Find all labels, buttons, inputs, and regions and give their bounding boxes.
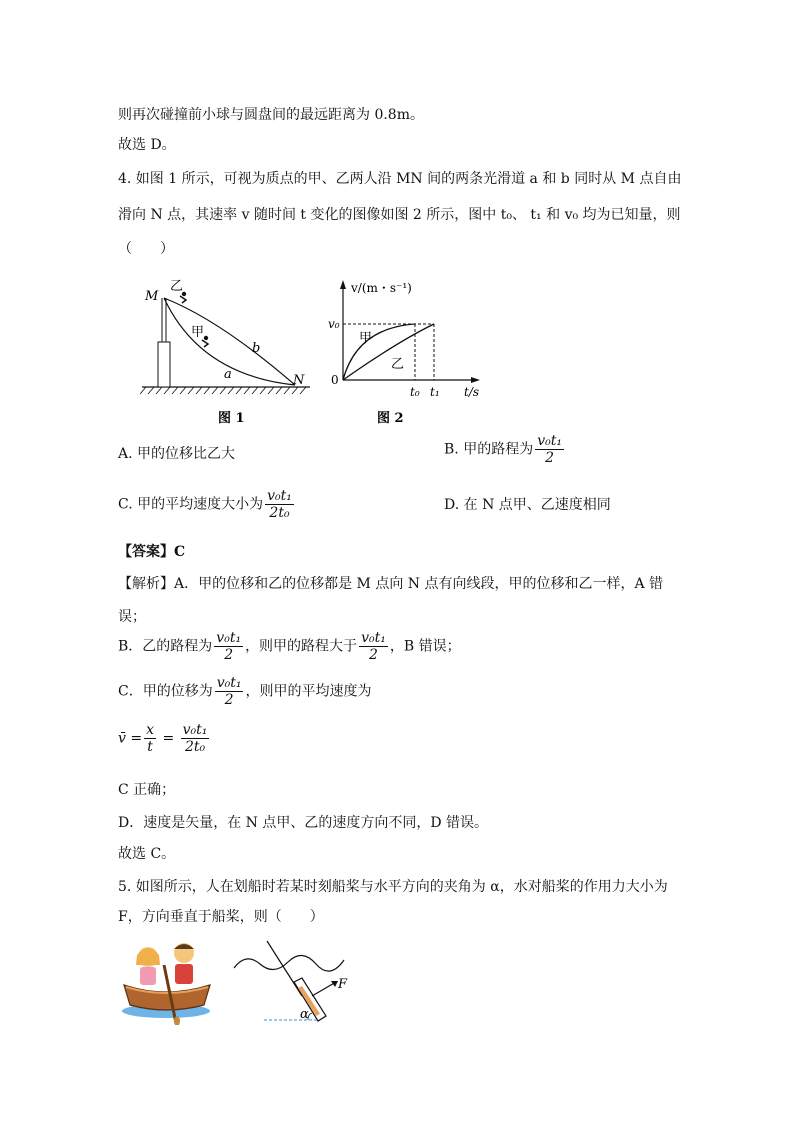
option-c [118, 488, 296, 521]
force-arrow [312, 982, 336, 996]
fraction-numerator: v₀t₁ [361, 630, 386, 646]
analysis-b-text: ，B 错误； [389, 638, 461, 655]
tick-t1: t₁ [430, 385, 440, 399]
q5-stem-line1: 5. 如图所示，人在划船时若某时刻船桨与水平方向的夹角为 α，水对船桨的作用力大小为 [118, 879, 668, 895]
fraction-denominator: 2t₀ [184, 739, 206, 755]
label-b: b [252, 341, 261, 356]
analysis-b-text: B．乙的路程为 [118, 638, 213, 655]
fraction [265, 488, 294, 521]
fraction [181, 722, 210, 755]
analysis-c-text: C．甲的位移为 [118, 683, 213, 700]
label-v0: v₀ [328, 317, 340, 331]
fraction-numerator: v₀t₁ [182, 722, 208, 738]
analysis-c [118, 675, 371, 708]
figure-1 [140, 270, 320, 430]
option-b-text: B. 甲的路程为 [444, 441, 534, 458]
fraction-denominator: 2 [368, 647, 378, 663]
label-jia-fig2: 甲 [359, 331, 373, 346]
fraction [214, 630, 243, 663]
fraction-denominator: 2 [545, 450, 555, 466]
fraction-numerator: v₀t₁ [537, 433, 562, 449]
oar-force-diagram [232, 938, 362, 1026]
analysis-line2: 误； [118, 609, 146, 625]
formula-lhs: v̄ = [118, 730, 143, 747]
fraction [535, 433, 564, 466]
water-surface [234, 955, 344, 971]
figure-2 [325, 272, 495, 432]
fraction-denominator: 2t₀ [269, 505, 290, 521]
figure-2-caption: 图 2 [377, 411, 404, 426]
fraction-numerator: v₀t₁ [267, 488, 292, 504]
label-yi-fig1: 乙 [170, 279, 184, 294]
label-jia-fig1: 甲 [191, 325, 205, 340]
option-c-text: C. 甲的平均速度大小为 [118, 496, 264, 513]
q4-stem-line3: （ ） [118, 241, 174, 257]
label-M: M [145, 289, 159, 304]
curve-jia [343, 324, 415, 380]
q4-stem-line1: 4. 如图 1 所示，可视为质点的甲、乙两人沿 MN 间的两条光滑道 a 和 b 同时从 M 点自由 [118, 171, 682, 187]
q5-stem-line2: F，方向垂直于船桨，则（ ） [118, 909, 324, 925]
option-a: A. 甲的位移比乙大 [118, 446, 236, 462]
fraction-denominator: 2 [224, 647, 234, 663]
label-F: F [338, 977, 348, 992]
oar-shaft [267, 941, 302, 996]
fraction-numerator: v₀t₁ [216, 630, 242, 646]
label-origin: 0 [331, 373, 339, 387]
fraction-denominator: t [147, 739, 153, 755]
fraction [359, 630, 388, 663]
label-alpha: α [300, 1007, 309, 1022]
final-choice: 故选 C。 [118, 846, 176, 862]
fraction-numerator: v₀t₁ [216, 675, 242, 691]
label-a: a [224, 367, 232, 382]
analysis-line1: 【解析】A．甲的位移和乙的位移都是 M 点向 N 点有向线段，甲的位移和乙一样，A 错 [118, 576, 664, 592]
label-yi-fig2: 乙 [391, 357, 405, 372]
analysis-c-correct: C 正确； [118, 782, 176, 798]
analysis-b-text: ，则甲的路程大于 [245, 638, 358, 655]
prev-conclusion: 则再次碰撞前小球与圆盘间的最远距离为 0.8m。 [118, 107, 424, 123]
fraction [215, 675, 244, 708]
analysis-d: D．速度是矢量，在 N 点甲、乙的速度方向不同，D 错误。 [118, 815, 489, 831]
figure-1-caption: 图 1 [218, 411, 245, 426]
average-velocity-formula: v̄ = $\frac{x}{t}$ = $\frac{\text{v₀t₁}}{\text{2t₀}}$ [118, 722, 208, 755]
axis-x-label: t/s [464, 385, 480, 399]
analysis-b [118, 630, 461, 663]
tick-t0: t₀ [410, 385, 420, 399]
fraction-numerator: x [146, 722, 154, 738]
q4-stem-line2: 滑向 N 点，其速率 v 随时间 t 变化的图像如图 2 所示，图中 t₀、 t₁ 和 v₀ 均为已知量，则 [118, 207, 681, 223]
fraction-denominator: 2 [224, 692, 234, 708]
answer: 【答案】C [118, 544, 186, 560]
label-N: N [293, 373, 305, 388]
axis-y-label: v/(m・s⁻¹) [351, 281, 412, 295]
prev-choice: 故选 D。 [118, 137, 176, 153]
option-b [444, 433, 566, 466]
analysis-c-text: ，则甲的平均速度为 [245, 683, 372, 700]
option-d: D. 在 N 点甲、乙速度相同 [444, 497, 611, 513]
fraction [144, 722, 156, 755]
boat-illustration [120, 935, 215, 1025]
